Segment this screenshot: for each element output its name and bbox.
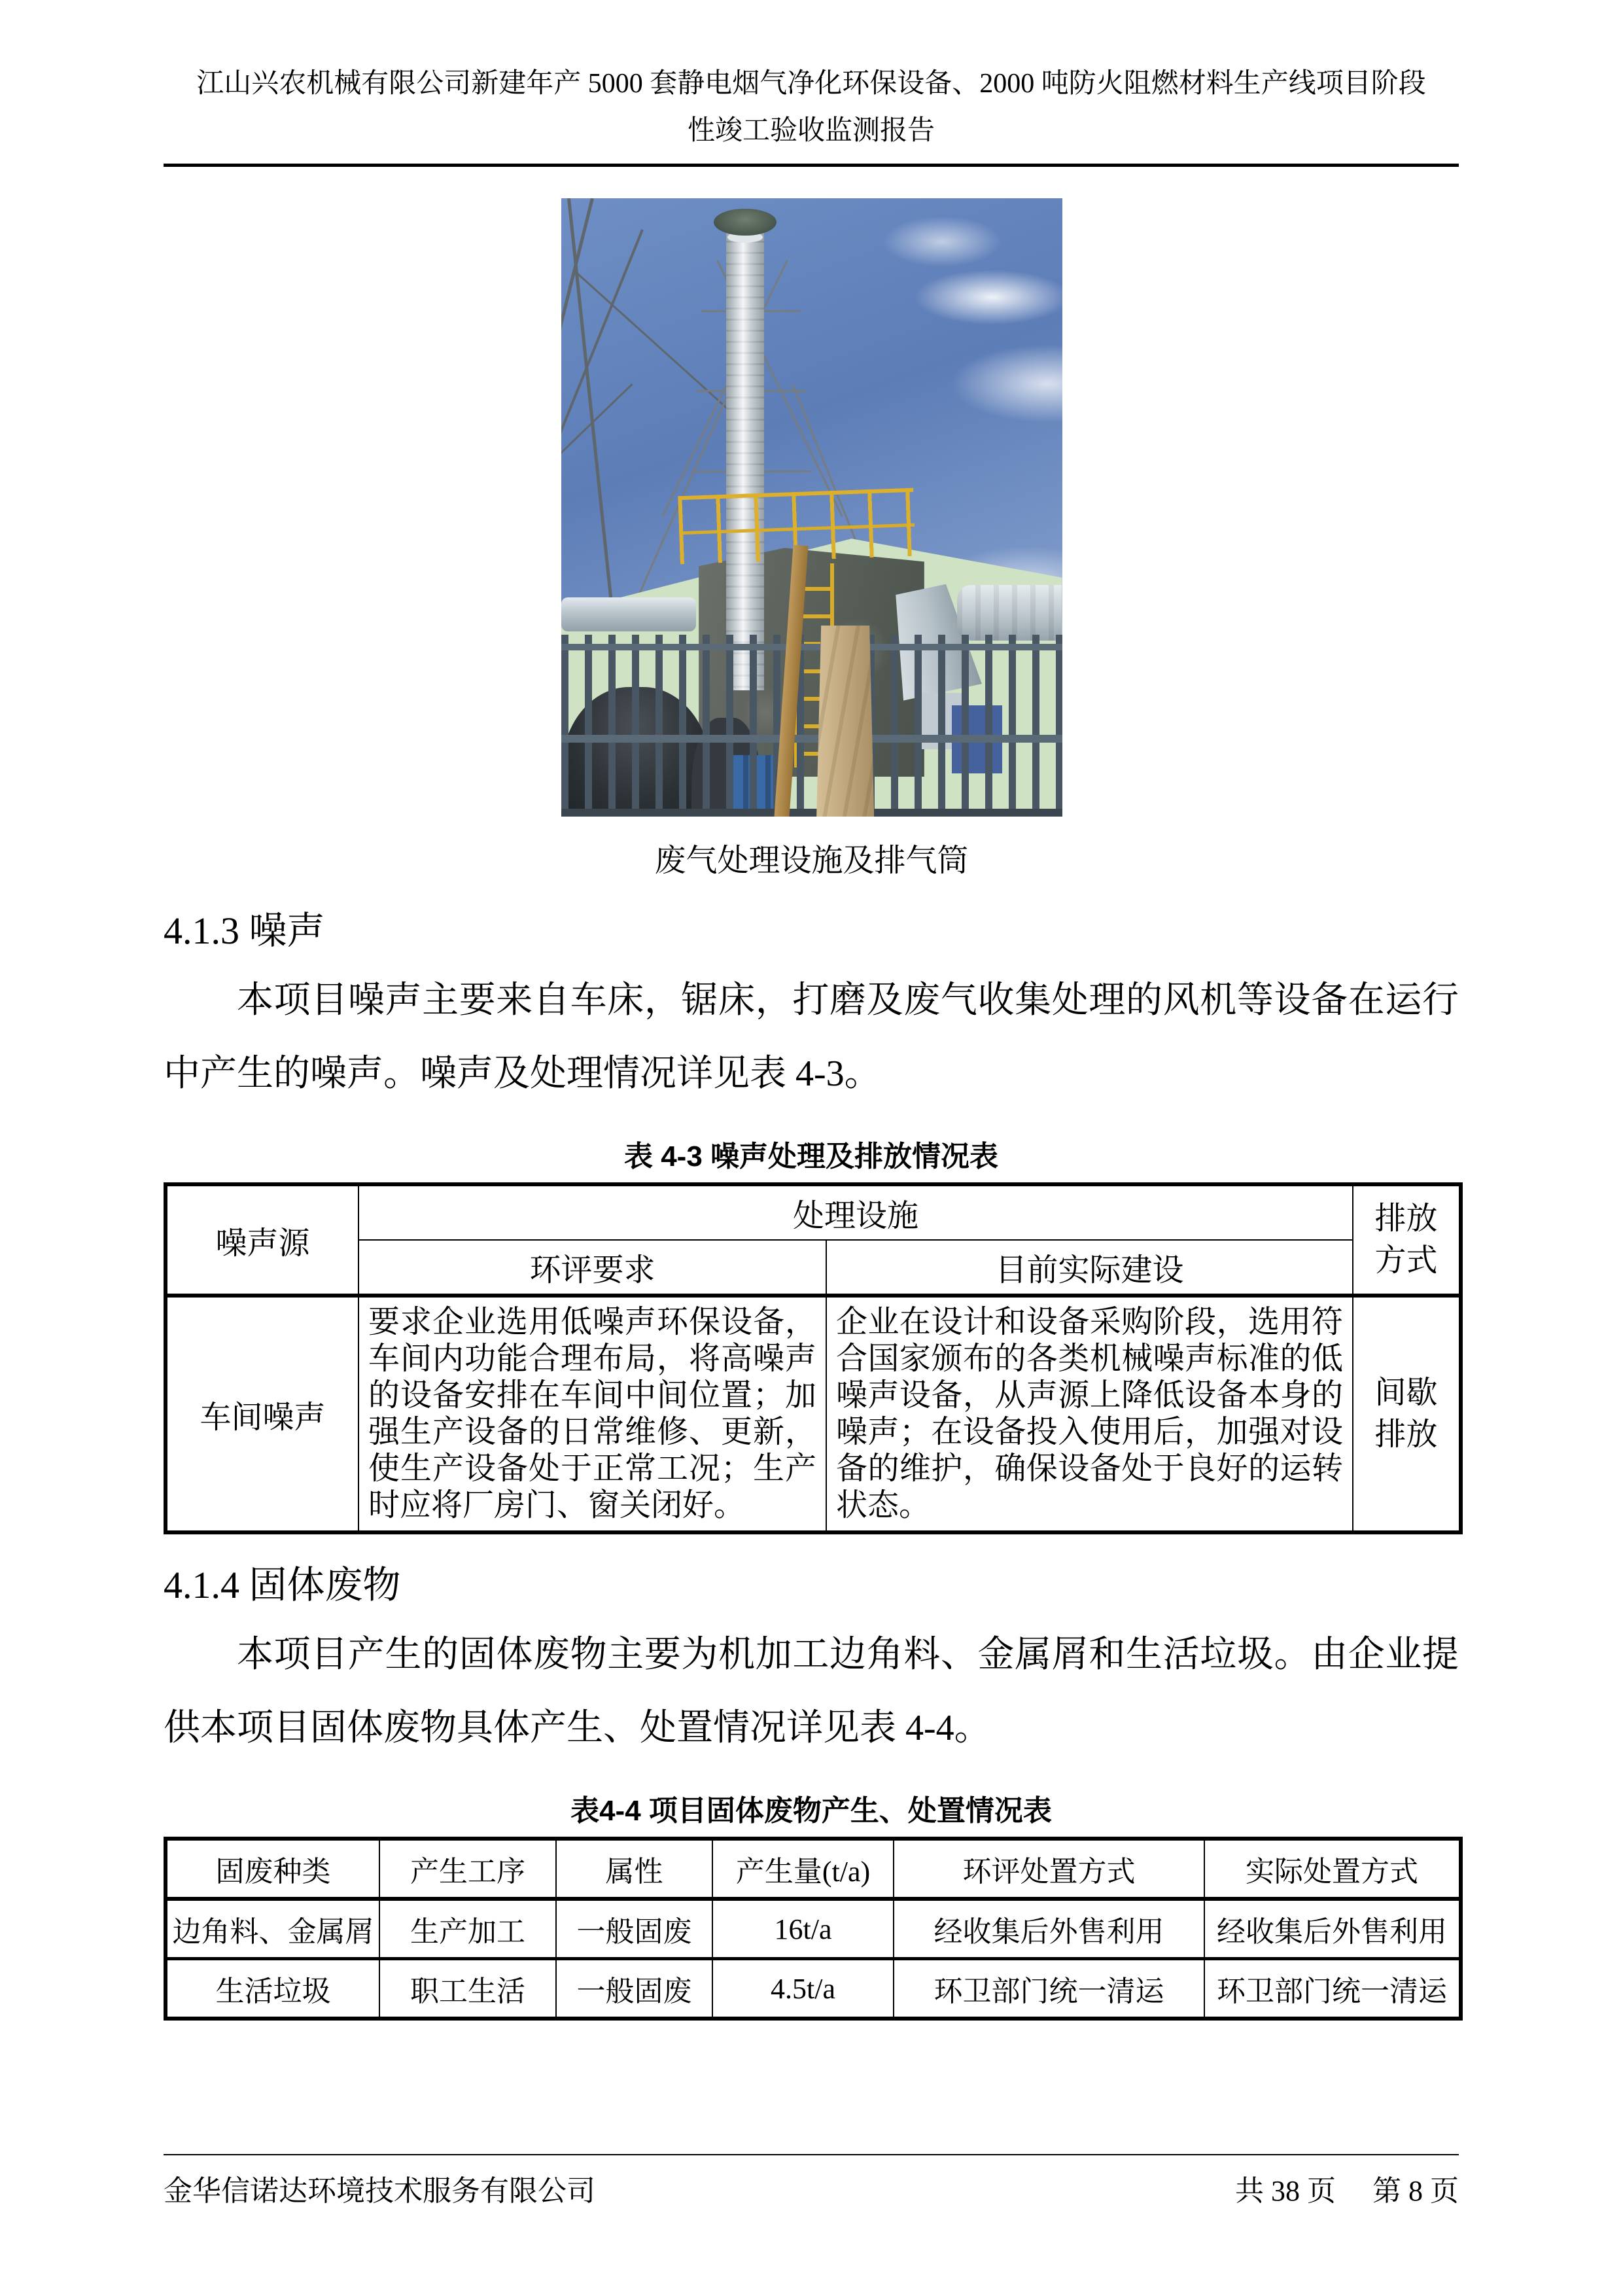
photo-stack-cap [714,209,777,236]
col-header-process: 产生工序 [379,1839,556,1899]
photo-duct-left [561,597,697,631]
cell-attribute: 一般固废 [556,1899,712,1959]
photo-duct-pipe-right [957,585,1062,641]
col-header-treatment-facility: 处理设施 [358,1184,1353,1240]
cell-output: 16t/a [712,1899,894,1959]
paragraph-solid-waste: 本项目产生的固体废物主要为机加工边角料、金属屑和生活垃圾。由企业提供本项目固体废物具体产生、处置情况详见表 4-4。 [164,1634,1459,1749]
header-title-line2: 性竣工验收监测报告 [687,116,935,147]
cell-process: 职工生活 [379,1959,556,2019]
table-4-3-noise [164,1182,1463,1534]
cell-process: 生产加工 [379,1899,556,1959]
cell-actual-disposal: 环卫部门统一清运 [1204,1959,1461,2019]
cell-waste-type: 生活垃圾 [166,1959,379,2019]
photo-palisade-fence [561,635,1062,817]
cell-emission-mode: 间歇排放 [1353,1296,1461,1532]
col-header-actual-construction: 目前实际建设 [826,1240,1353,1296]
table-row [166,1899,1461,1959]
col-header-actual-disposal: 实际处置方式 [1204,1839,1461,1899]
col-header-eia-requirement: 环评要求 [358,1240,826,1296]
col-header-attribute: 属性 [556,1839,712,1899]
col-header-waste-type: 固废种类 [166,1839,379,1899]
col-header-noise-source: 噪声源 [166,1184,358,1296]
photo-exhaust-gas-facility [561,198,1062,817]
col-header-eia-disposal: 环评处置方式 [894,1839,1204,1899]
section-heading-4-1-4: 4.1.4 固体废物 [164,1564,401,1607]
page-content [164,900,1459,2021]
cell-eia-requirement: 要求企业选用低噪声环保设备，车间内功能合理布局，将高噪声的设备安排在车间中间位置；加强生产设备的日常维修、更新，使生产设备处于正常工况；生产时应将厂房门、窗关闭好。 [358,1296,826,1532]
photo-exhaust-stack [726,221,763,690]
photo-concrete-pillar [816,626,874,817]
footer-page-info [1235,2167,1459,2209]
photo-caption: 废气处理设施及排气筒 [654,843,969,879]
section-heading-4-1-3: 4.1.3 噪声 [164,910,325,953]
cell-actual-disposal: 经收集后外售利用 [1204,1899,1461,1959]
cell-actual-construction: 企业在设计和设备采购阶段，选用符合国家颁布的各类机械噪声标准的低噪声设备，从声源上降低设备本身的噪声；在设备投入使用后，加强对设备的维护，确保设备处于良好的运转状态。 [826,1296,1353,1532]
table-4-4-solid-waste [164,1837,1463,2021]
table-header-row [166,1839,1461,1899]
table-4-4-title: 表4-4 项目固体废物产生、处置情况表 [570,1795,1052,1828]
footer-total-pages: 共 38 页 [1235,2175,1336,2207]
cell-output: 4.5t/a [712,1959,894,2019]
footer-current-page: 第 8 页 [1372,2175,1459,2207]
table-row [166,1296,1461,1532]
col-header-emission-mode: 排放方式 [1353,1184,1461,1296]
paragraph-noise: 本项目噪声主要来自车床，锯床，打磨及废气收集处理的风机等设备在运行中产生的噪声。噪声及处理情况详见表 4-3。 [164,980,1459,1095]
cell-attribute: 一般固废 [556,1959,712,2019]
col-header-output: 产生量(t/a) [712,1839,894,1899]
document-header [164,0,1459,167]
page-footer [164,2154,1459,2209]
cell-noise-source: 车间噪声 [166,1296,358,1532]
footer-company: 金华信诺达环境技术服务有限公司 [164,2175,595,2207]
table-4-3-title: 表 4-3 噪声处理及排放情况表 [623,1140,999,1173]
cell-eia-disposal: 环卫部门统一清运 [894,1959,1204,2019]
header-title-line1: 江山兴农机械有限公司新建年产 5000 套静电烟气净化环保设备、2000 吨防火阻燃材料生产线项目阶段 [196,69,1426,99]
cell-eia-disposal: 经收集后外售利用 [894,1899,1204,1959]
cell-waste-type: 边角料、金属屑 [166,1899,379,1959]
table-row [166,1959,1461,2019]
